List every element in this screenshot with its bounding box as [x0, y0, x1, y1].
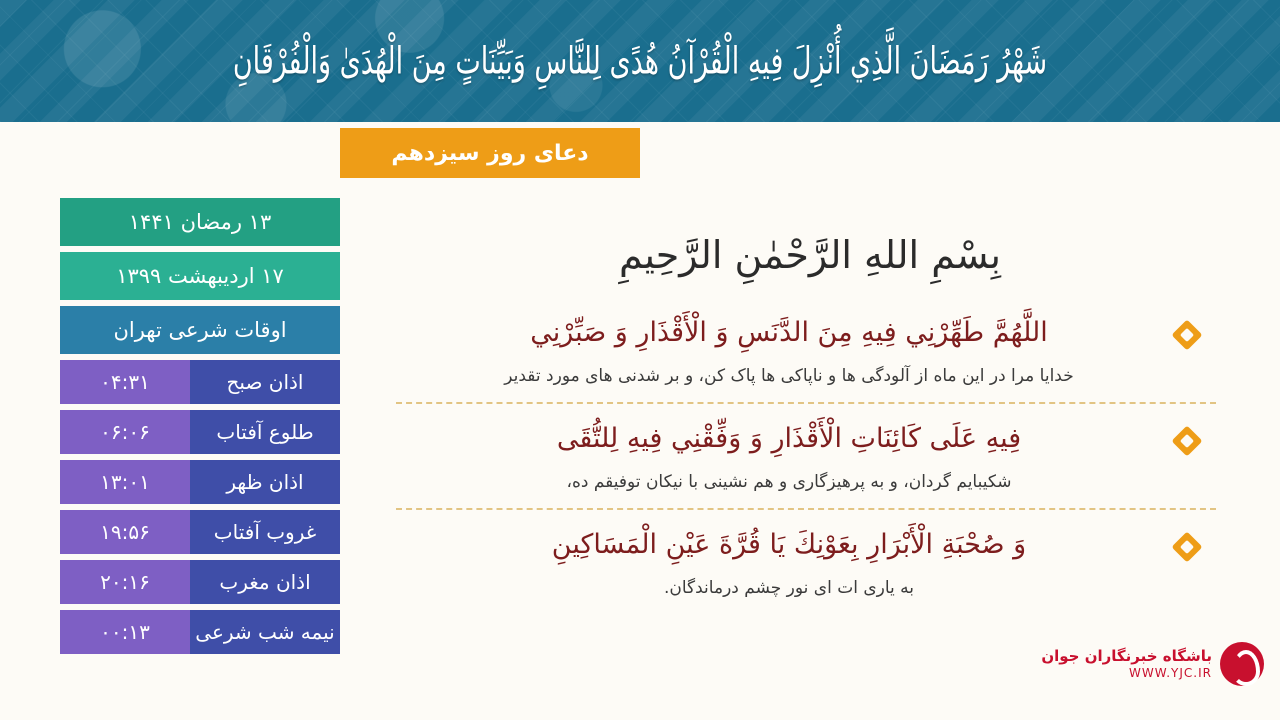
prayer-time-row [60, 460, 340, 504]
prayer-time-label: غروب آفتاب [190, 510, 340, 554]
dua-content [356, 312, 1256, 598]
prayer-time-label: نیمه شب شرعی [190, 610, 340, 654]
prayer-times-section-label: اوقات شرعی تهران [113, 318, 287, 342]
dua-translation-text: شکیبایم گردان، و به پرهیزگاری و هم نشینی با نیکان توفیقم ده، [566, 471, 1012, 492]
bismillah-calligraphy [619, 215, 1001, 295]
dua-arabic-text: وَ صُحْبَةِ الْأَبْرَارِ بِعَوْنِكَ يَا قُرَّةَ عَيْنِ الْمَسَاكِينِ [551, 528, 1027, 560]
prayer-time-row [60, 510, 340, 554]
dua-translation-text: خدایا مرا در این ماه از آلودگی ها و ناپاکی ها پاک کن، و بر شدنی های مورد تقدیر [504, 365, 1074, 386]
prayer-time-row [60, 360, 340, 404]
prayer-times-sidebar [60, 198, 340, 660]
page-title [340, 128, 640, 178]
yjc-logo-url: WWW.YJC.IR [1129, 665, 1212, 680]
prayer-time-label: اذان مغرب [190, 560, 340, 604]
quran-verse-text: شَهْرُ رَمَضَانَ الَّذِي أُنْزِلَ فِيهِ الْقُرْآنُ هُدًى لِلنَّاسِ وَبَيِّنَاتٍ مِنَ الْهُدَىٰ وَالْفُرْقَانِ [232, 40, 1048, 84]
prayer-time-row [60, 560, 340, 604]
prayer-time-label: طلوع آفتاب [190, 410, 340, 454]
dua-block [356, 524, 1256, 598]
prayer-time-row [60, 610, 340, 654]
prayer-times-section-title [60, 306, 340, 354]
yjc-logo-title: باشگاه خبرنگاران جوان [1041, 647, 1212, 666]
prayer-time-value: ۰۶:۰۶ [60, 410, 190, 454]
dua-translation-text: به یاری ات ای نور چشم درماندگان. [663, 577, 915, 598]
yjc-logo [1041, 642, 1264, 686]
hijri-date-label: ۱۳ رمضان ۱۴۴۱ [128, 210, 272, 234]
prayer-time-value: ۱۳:۰۱ [60, 460, 190, 504]
solar-date-badge [60, 252, 340, 300]
page-title-label: دعای روز سیزدهم [391, 140, 589, 166]
prayer-time-value: ۰۰:۱۳ [60, 610, 190, 654]
header-banner [0, 0, 1280, 122]
bismillah-text: بِسْمِ اللهِ الرَّحْمٰنِ الرَّحِيمِ [619, 233, 1001, 277]
solar-date-label: ۱۷ اردیبهشت ۱۳۹۹ [116, 264, 284, 288]
prayer-time-value: ۰۴:۳۱ [60, 360, 190, 404]
yjc-logo-text [1041, 647, 1212, 681]
dashed-divider [396, 508, 1216, 510]
prayer-time-value: ۱۹:۵۶ [60, 510, 190, 554]
prayer-time-label: اذان ظهر [190, 460, 340, 504]
dashed-divider [396, 402, 1216, 404]
prayer-time-value: ۲۰:۱۶ [60, 560, 190, 604]
dua-arabic-text: فِيهِ عَلَى كَائِنَاتِ الْأَقْذَارِ وَ وَفِّقْنِي فِيهِ لِلتُّقَى [556, 422, 1022, 454]
dua-arabic-text: اللَّهُمَّ طَهِّرْنِي فِيهِ مِنَ الدَّنَسِ وَ الْأَقْذَارِ وَ صَبِّرْنِي [530, 317, 1048, 348]
prayer-time-label: اذان صبح [190, 360, 340, 404]
dua-block [356, 418, 1256, 492]
quran-verse-calligraphy [232, 4, 1048, 120]
prayer-time-row [60, 410, 340, 454]
dua-block [356, 312, 1256, 386]
hijri-date-badge [60, 198, 340, 246]
yjc-logo-icon [1220, 642, 1264, 686]
